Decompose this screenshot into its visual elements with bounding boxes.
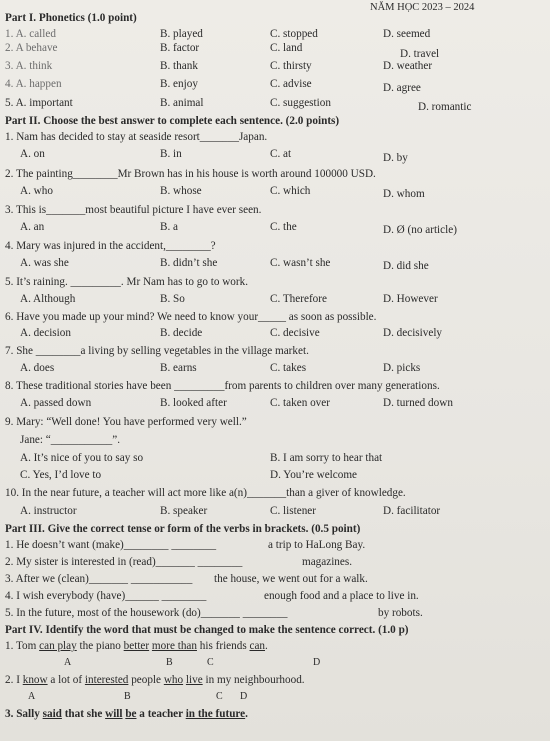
p4-s1-text: 1. Tom can play the piano better more than his friends can. [5,640,268,652]
p2-q10-b: B. speaker [160,505,208,517]
p4-s1-label-d: D [313,657,321,668]
p2-q5-options [0,293,550,307]
p2-q6-a: A. decision [20,327,71,339]
p1-r1-a: 1. A. called [5,28,56,40]
p2-q9-options-row2 [0,469,550,483]
p3-2-right: magazines. [302,556,353,568]
p2-q9-a: A. It’s nice of you to say so [20,452,144,464]
p2-q1-c: C. at [270,148,292,160]
p2-q6 [0,311,550,325]
p2-q8 [0,380,550,394]
p2-q5-c: C. Therefore [270,293,327,305]
p2-q9-d: D. You’re welcome [270,469,357,481]
p2-q8-d: D. turned down [383,397,453,409]
p1-r1-d: D. seemed [383,28,431,40]
p1-r3-c: C. thirsty [270,60,312,72]
p1-r5-a: 5. A. important [5,97,73,109]
part3-heading: Part III. Give the correct tense or form of the verbs in brackets. (0.5 point) [5,523,361,535]
p2-q7-b: B. earns [160,362,197,374]
p2-q9-c: C. Yes, I’d love to [20,469,102,481]
part1-heading-line [0,12,550,26]
p4-s1-labels [0,656,550,670]
p2-q3-d: D. Ø (no article) [383,224,457,236]
p2-q2-c: C. which [270,185,311,197]
p2-q2-b: B. whose [160,185,202,197]
p3-item-5 [0,607,550,621]
p4-s1-label-c: C [207,657,214,668]
p1-r1-c: C. stopped [270,28,318,40]
part1-row-5 [0,97,550,111]
p2-q10-text: 10. In the near future, a teacher will act more like a(n)_______than a giver of knowledge. [5,487,406,499]
p2-q10-a: A. instructor [20,505,77,517]
p2-q3-options [0,221,550,235]
p2-q9-jane-text: Jane: “___________”. [20,434,121,446]
part1-row-2 [0,42,550,60]
p2-q3 [0,204,550,218]
p1-r5-d: D. romantic [418,101,472,113]
p2-q8-text: 8. These traditional stories have been _________from parents to children over many generations. [5,380,440,392]
p3-2-left: 2. My sister is interested in (read)_______ ________ [5,556,243,568]
p4-s3-text: 3. Sally said that she will be a teacher in the future. [5,708,248,720]
p2-q1-options [0,148,550,162]
p2-q7-a: A. does [20,362,55,374]
p2-q7-d: D. picks [383,362,421,374]
p2-q9-jane [0,434,550,448]
p2-q5-text: 5. It’s raining. _________. Mr Nam has to go to work. [5,276,248,288]
part1-heading: Part I. Phonetics (1.0 point) [5,12,137,24]
p4-sentence-1 [0,640,550,654]
p2-q9-text: 9. Mary: “Well done! You have performed very well.” [5,416,247,428]
p1-r2-a: 2. A behave [5,42,58,54]
p2-q6-options [0,327,550,341]
p2-q3-c: C. the [270,221,297,233]
p2-q4 [0,240,550,254]
p4-s2-label-b: B [124,691,131,702]
p2-q8-options [0,397,550,411]
p2-q2 [0,168,550,182]
p1-r1-b: B. played [160,28,203,40]
p2-q8-a: A. passed down [20,397,92,409]
part1-row-4 [0,78,550,92]
p1-r5-c: C. suggestion [270,97,331,109]
p2-q1 [0,131,550,145]
part3-heading-line [0,523,550,537]
p1-r4-c: C. advise [270,78,312,90]
p2-q2-options [0,185,550,199]
p2-q1-d: D. by [383,152,408,164]
p3-3-right: the house, we went out for a walk. [214,573,368,585]
p4-s2-label-c: C [216,691,223,702]
p3-item-4 [0,590,550,604]
p2-q10-d: D. facilitator [383,505,441,517]
p1-r3-a: 3. A. think [5,60,53,72]
p4-s2-label-a: A [28,691,36,702]
p1-r2-c: C. land [270,42,303,54]
p2-q7 [0,345,550,359]
p3-item-1 [0,539,550,553]
p2-q4-a: A. was she [20,257,69,269]
p4-s2-text: 2. I know a lot of interested people who live in my neighbourhood. [5,674,305,686]
p2-q4-text: 4. Mary was injured in the accident,________? [5,240,216,252]
p1-r2-b: B. factor [160,42,200,54]
p2-q2-text: 2. The painting________Mr Brown has in his house is worth around 100000 USD. [5,168,376,180]
p2-q7-options [0,362,550,376]
p2-q10-c: C. listener [270,505,316,517]
p3-5-right: by robots. [378,607,423,619]
p1-r4-a: 4. A. happen [5,78,62,90]
p2-q6-b: B. decide [160,327,203,339]
p2-q8-c: C. taken over [270,397,330,409]
p2-q4-b: B. didn’t she [160,257,218,269]
p3-4-left: 4. I wish everybody (have)______ ________ [5,590,207,602]
p2-q6-d: D. decisively [383,327,443,339]
p2-q9-b: B. I am sorry to hear that [270,452,383,464]
part1-row-3 [0,60,550,74]
p2-q2-a: A. who [20,185,53,197]
p4-s2-label-d: D [240,691,248,702]
p2-q2-d: D. whom [383,188,425,200]
p3-item-3 [0,573,550,587]
p2-q3-text: 3. This is_______most beautiful picture I have ever seen. [5,204,262,216]
p2-q8-b: B. looked after [160,397,227,409]
p2-q6-text: 6. Have you made up your mind? We need to know your_____ as soon as possible. [5,311,377,323]
p2-q3-a: A. an [20,221,45,233]
p2-q6-c: C. decisive [270,327,320,339]
part1-row-1 [0,28,550,42]
p2-q9 [0,416,550,430]
p4-sentence-3 [0,708,550,722]
p2-q1-b: B. in [160,148,182,160]
p1-r3-d: D. weather [383,60,433,72]
p2-q1-a: A. on [20,148,45,160]
part2-heading: Part II. Choose the best answer to complete each sentence. (2.0 points) [5,115,340,127]
p1-r2-d: D. travel [400,48,440,60]
p3-1-right: a trip to HaLong Bay. [268,539,366,551]
p2-q5-b: B. So [160,293,185,305]
p2-q4-d: D. did she [383,260,429,272]
part4-heading: Part IV. Identify the word that must be changed to make the sentence correct. (1.0 p) [5,624,409,636]
p2-q5-a: A. Although [20,293,76,305]
p2-q1-text: 1. Nam has decided to stay at seaside resort_______Japan. [5,131,268,143]
p1-r4-d: D. agree [383,82,421,94]
part4-heading-line [0,624,550,638]
p2-q5 [0,276,550,290]
p2-q4-options [0,257,550,271]
p4-s2-labels [0,690,550,704]
p2-q10 [0,487,550,501]
p4-s1-label-b: B [166,657,173,668]
p3-1-left: 1. He doesn’t want (make)________ ________ [5,539,217,551]
p3-5-left: 5. In the future, most of the housework (do)_______ ________ [5,607,288,619]
school-year-title: NĂM HỌC 2023 – 2024 [370,2,475,13]
p3-item-2 [0,556,550,570]
p4-s1-label-a: A [64,657,72,668]
p1-r4-b: B. enjoy [160,78,198,90]
p1-r3-b: B. thank [160,60,198,72]
p3-4-right: enough food and a place to live in. [264,590,419,602]
p2-q4-c: C. wasn’t she [270,257,331,269]
p3-3-left: 3. After we (clean)_______ ___________ [5,573,193,585]
p4-sentence-2 [0,674,550,688]
p2-q10-options [0,505,550,519]
p2-q7-text: 7. She ________a living by selling vegetables in the village market. [5,345,309,357]
p2-q7-c: C. takes [270,362,307,374]
p2-q3-b: B. a [160,221,179,233]
part2-heading-line [0,115,550,129]
p2-q5-d: D. However [383,293,438,305]
p1-r5-b: B. animal [160,97,204,109]
p2-q9-options-row1 [0,452,550,466]
